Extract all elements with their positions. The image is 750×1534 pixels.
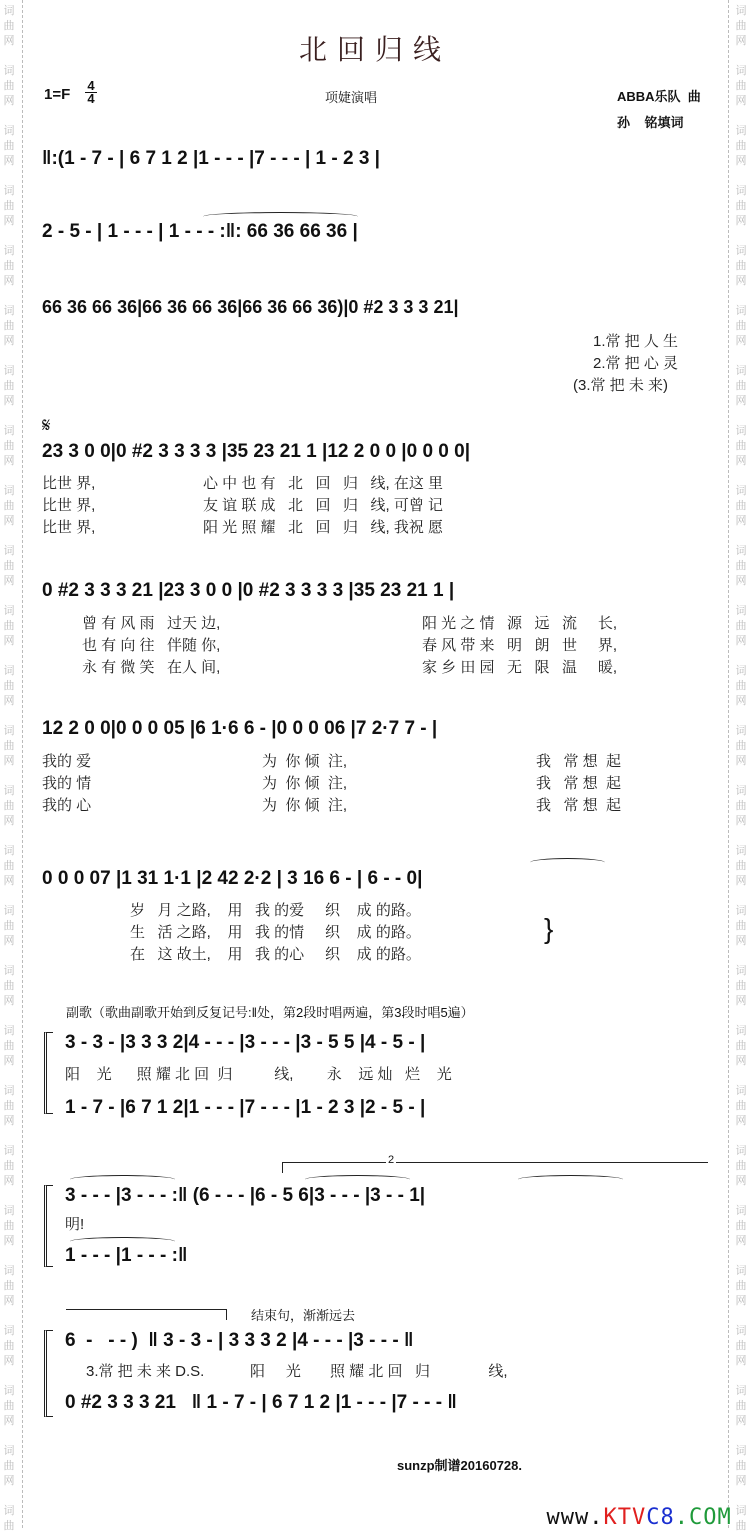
watermark-char: 曲 <box>3 860 15 872</box>
watermark-char: 网 <box>735 395 747 407</box>
lyric-row: 为 你 倾 注, <box>262 753 348 770</box>
watermark-char: 词 <box>3 605 15 617</box>
watermark-char: 网 <box>735 1355 747 1367</box>
watermark-char: 曲 <box>735 560 747 572</box>
watermark-char: 网 <box>735 1115 747 1127</box>
score-line-5: 0 #2 3 3 3 21 |23 3 0 0 |0 #2 3 3 3 3 |35 23 21 1 | <box>42 580 455 601</box>
watermark-char: 词 <box>735 485 747 497</box>
watermark-char: 词 <box>3 665 15 677</box>
watermark-char: 词 <box>735 785 747 797</box>
watermark-char: 网 <box>735 1235 747 1247</box>
watermark-char: 曲 <box>735 620 747 632</box>
watermark-char: 词 <box>3 485 15 497</box>
watermark-char: 曲 <box>3 320 15 332</box>
watermark-char: 曲 <box>735 800 747 812</box>
watermark-char: 曲 <box>3 80 15 92</box>
ending-instruction: 结束句，渐渐远去 <box>251 1308 356 1323</box>
chorus-lyric: 阳 光 照 耀 北 回 归 线, 永 远 灿 烂 光 <box>65 1066 452 1083</box>
watermark-char: 词 <box>3 905 15 917</box>
lyric-row: 我 常 想 起 <box>536 775 622 792</box>
watermark-char: 曲 <box>735 980 747 992</box>
time-bottom: 4 <box>85 92 97 105</box>
watermark-char: 网 <box>735 695 747 707</box>
watermark-char: 网 <box>3 575 15 587</box>
watermark-char: 词 <box>3 5 15 17</box>
watermark-char: 网 <box>735 935 747 947</box>
watermark-char: 曲 <box>735 1280 747 1292</box>
lyric-row: 岁 月 之路, 用 我 的爱 织 成 的路。 <box>130 902 421 919</box>
chorus2-lyric: 明! <box>65 1216 85 1233</box>
watermark-char: 词 <box>3 1205 15 1217</box>
chorus-upper: 3 - 3 - |3 3 3 2|4 - - - |3 - - - |3 - 5 5 |4 - 5 - | <box>65 1032 426 1053</box>
lyric-row: 我的 爱 <box>42 753 92 770</box>
tie-arc <box>305 1175 410 1184</box>
watermark-char: 曲 <box>735 1040 747 1052</box>
watermark-char: 网 <box>3 935 15 947</box>
tie-arc <box>518 1175 623 1184</box>
lyric-row: 为 你 倾 注, <box>262 797 348 814</box>
watermark-char: 曲 <box>735 1460 747 1472</box>
chorus-note: 副歌（歌曲副歌开始到反复记号:‖处，第2段时唱两遍，第3段时唱5遍） <box>66 1005 474 1020</box>
watermark-column-right <box>732 0 750 1532</box>
chorus2-lower: 1 - - - |1 - - - :‖ <box>65 1245 188 1266</box>
verse-intro-3: (3.常 把 未 来) <box>573 377 669 394</box>
watermark-char: 曲 <box>735 860 747 872</box>
watermark-char: 网 <box>3 155 15 167</box>
system-bracket <box>44 1032 53 1114</box>
lyric-row: 也 有 向 往 伴随 你, <box>82 637 221 654</box>
watermark-char: 网 <box>735 515 747 527</box>
watermark-column-left <box>0 0 20 1532</box>
watermark-char: 词 <box>735 1505 747 1517</box>
watermark-char: 曲 <box>3 260 15 272</box>
watermark-char: 曲 <box>735 1340 747 1352</box>
lyric-row: 春 风 带 来 明 朗 世 界, <box>422 637 618 654</box>
watermark-char: 曲 <box>735 1400 747 1412</box>
watermark-char: 网 <box>3 875 15 887</box>
watermark-char: 词 <box>735 545 747 557</box>
transcriber-credit: sunzp制谱20160728. <box>397 1458 523 1473</box>
watermark-char: 网 <box>3 275 15 287</box>
watermark-char: 网 <box>735 875 747 887</box>
watermark-char: 词 <box>735 605 747 617</box>
watermark-char: 曲 <box>3 1520 15 1532</box>
watermark-char: 网 <box>735 635 747 647</box>
site-logo[interactable] <box>518 1480 732 1530</box>
tie-arc <box>70 1175 175 1184</box>
watermark-char: 词 <box>3 1325 15 1337</box>
verse-intro-1: 1.常 把 人 生 <box>593 333 679 350</box>
watermark-char: 网 <box>735 155 747 167</box>
watermark-char: 网 <box>735 95 747 107</box>
watermark-char: 词 <box>735 185 747 197</box>
watermark-char: 词 <box>3 185 15 197</box>
watermark-char: 网 <box>735 1055 747 1067</box>
chorus2-upper: 3 - - - |3 - - - :‖ (6 - - - |6 - 5 6|3 - - - |3 - - 1| <box>65 1185 426 1206</box>
watermark-char: 网 <box>735 455 747 467</box>
watermark-char: 词 <box>3 1385 15 1397</box>
verse-intro-2: 2.常 把 心 灵 <box>593 355 679 372</box>
site-c8: C8 <box>646 1505 675 1530</box>
watermark-char: 网 <box>735 35 747 47</box>
watermark-char: 网 <box>3 635 15 647</box>
lyric-row: 比世 界, <box>42 497 96 514</box>
watermark-char: 曲 <box>735 380 747 392</box>
score-line-6: 12 2 0 0|0 0 0 05 |6 1·6 6 - |0 0 0 06 |7 2·7 7 - | <box>42 718 438 739</box>
watermark-char: 曲 <box>3 200 15 212</box>
lyric-row: 为 你 倾 注, <box>262 775 348 792</box>
watermark-char: 词 <box>3 785 15 797</box>
watermark-char: 词 <box>735 125 747 137</box>
watermark-char: 词 <box>3 1145 15 1157</box>
watermark-char: 词 <box>735 725 747 737</box>
watermark-char: 网 <box>3 35 15 47</box>
song-title: 北回归线 <box>298 33 451 66</box>
watermark-char: 网 <box>735 995 747 1007</box>
site-com: .COM <box>674 1505 732 1530</box>
lyric-row: 阳 光 之 情 源 远 流 长, <box>422 615 618 632</box>
ending-bracket <box>66 1309 227 1320</box>
lyric-row: 我的 心 <box>42 797 92 814</box>
watermark-char: 网 <box>735 755 747 767</box>
watermark-char: 网 <box>735 335 747 347</box>
watermark-char: 曲 <box>735 500 747 512</box>
watermark-char: 曲 <box>735 80 747 92</box>
watermark-char: 词 <box>735 1445 747 1457</box>
time-top: 4 <box>87 78 95 93</box>
lyric-row: 永 有 微 笑 在人 间, <box>82 659 221 676</box>
watermark-char: 词 <box>3 545 15 557</box>
tie-arc <box>203 212 358 221</box>
watermark-char: 网 <box>3 815 15 827</box>
watermark-char: 曲 <box>735 320 747 332</box>
watermark-char: 词 <box>735 65 747 77</box>
watermark-char: 曲 <box>735 740 747 752</box>
watermark-char: 词 <box>735 845 747 857</box>
lyric-row: 在 这 故土, 用 我 的心 织 成 的路。 <box>130 946 421 963</box>
time-signature <box>85 80 97 105</box>
watermark-char: 网 <box>735 215 747 227</box>
watermark-char: 网 <box>735 1475 747 1487</box>
watermark-char: 词 <box>3 965 15 977</box>
watermark-char: 曲 <box>3 980 15 992</box>
watermark-char: 曲 <box>3 20 15 32</box>
watermark-char: 网 <box>3 95 15 107</box>
watermark-char: 词 <box>3 65 15 77</box>
watermark-char: 词 <box>3 845 15 857</box>
watermark-char: 曲 <box>3 140 15 152</box>
lyric-row: 生 活 之路, 用 我 的情 织 成 的路。 <box>130 924 421 941</box>
score-line-4: 23 3 0 0|0 #2 3 3 3 3 |35 23 21 1 |12 2 0 0 |0 0 0 0| <box>42 441 471 462</box>
watermark-char: 词 <box>735 1145 747 1157</box>
watermark-char: 网 <box>3 1355 15 1367</box>
watermark-char: 词 <box>735 1085 747 1097</box>
watermark-char: 曲 <box>735 1160 747 1172</box>
watermark-char: 网 <box>3 215 15 227</box>
watermark-char: 词 <box>735 5 747 17</box>
composer: ABBA乐队 曲 <box>617 89 701 104</box>
watermark-char: 曲 <box>735 260 747 272</box>
system-bracket <box>44 1185 53 1267</box>
ending-upper: 6 - - - ) ‖ 3 - 3 - | 3 3 3 2 |4 - - - |3 - - - ‖ <box>65 1330 414 1351</box>
watermark-char: 曲 <box>3 1100 15 1112</box>
watermark-char: 曲 <box>3 560 15 572</box>
watermark-char: 网 <box>735 1295 747 1307</box>
watermark-char: 词 <box>735 1385 747 1397</box>
watermark-char: 曲 <box>735 140 747 152</box>
verse-brace: } <box>544 913 554 944</box>
volta-bracket <box>282 1162 708 1173</box>
watermark-char: 曲 <box>735 680 747 692</box>
ending-lyric-a: 3.常 把 未 来 D.S. <box>86 1363 205 1380</box>
lyric-row: 心 中 也 有 北 回 归 线, 在这 里 <box>203 475 444 492</box>
watermark-char: 词 <box>735 1025 747 1037</box>
watermark-char: 网 <box>3 695 15 707</box>
watermark-char: 词 <box>3 305 15 317</box>
watermark-char: 词 <box>735 1205 747 1217</box>
watermark-char: 曲 <box>735 20 747 32</box>
lyricist: 孙 铭填词 <box>617 115 684 130</box>
watermark-char: 曲 <box>3 1160 15 1172</box>
watermark-char: 网 <box>3 455 15 467</box>
watermark-char: 网 <box>3 1115 15 1127</box>
watermark-char: 词 <box>3 125 15 137</box>
watermark-char: 曲 <box>3 1400 15 1412</box>
watermark-char: 词 <box>3 1025 15 1037</box>
watermark-char: 词 <box>735 1265 747 1277</box>
watermark-char: 词 <box>3 1445 15 1457</box>
watermark-char: 词 <box>3 365 15 377</box>
watermark-char: 词 <box>735 665 747 677</box>
score-line-2: 2 - 5 - | 1 - - - | 1 - - - :‖: 66 36 66 36 | <box>42 221 358 242</box>
watermark-char: 词 <box>3 245 15 257</box>
watermark-char: 网 <box>3 1235 15 1247</box>
watermark-char: 曲 <box>3 1040 15 1052</box>
ending-lower: 0 #2 3 3 3 21 ‖ 1 - 7 - | 6 7 1 2 |1 - - - |7 - - - ‖ <box>65 1392 457 1413</box>
site-www: www. <box>546 1505 604 1530</box>
watermark-char: 词 <box>735 305 747 317</box>
lyric-row: 曾 有 风 雨 过天 边, <box>82 615 221 632</box>
watermark-char: 网 <box>735 575 747 587</box>
watermark-char: 网 <box>3 1475 15 1487</box>
lyric-row: 比世 界, <box>42 475 96 492</box>
watermark-char: 网 <box>735 1415 747 1427</box>
watermark-char: 词 <box>735 965 747 977</box>
watermark-char: 网 <box>735 275 747 287</box>
watermark-char: 网 <box>3 1295 15 1307</box>
watermark-char: 曲 <box>3 440 15 452</box>
watermark-char: 词 <box>735 1325 747 1337</box>
watermark-char: 曲 <box>3 920 15 932</box>
watermark-char: 词 <box>3 1505 15 1517</box>
watermark-char: 网 <box>3 1175 15 1187</box>
watermark-char: 网 <box>735 815 747 827</box>
watermark-char: 曲 <box>735 200 747 212</box>
watermark-char: 网 <box>3 335 15 347</box>
watermark-char: 曲 <box>735 1520 747 1532</box>
watermark-char: 曲 <box>3 800 15 812</box>
watermark-char: 网 <box>3 995 15 1007</box>
watermark-char: 曲 <box>735 1220 747 1232</box>
watermark-char: 网 <box>3 1055 15 1067</box>
watermark-char: 曲 <box>3 1340 15 1352</box>
watermark-char: 词 <box>735 245 747 257</box>
chorus-lower: 1 - 7 - |6 7 1 2|1 - - - |7 - - - |1 - 2 3 |2 - 5 - | <box>65 1097 426 1118</box>
watermark-char: 曲 <box>3 740 15 752</box>
watermark-char: 曲 <box>3 1220 15 1232</box>
score-line-7: 0 0 0 07 |1 31 1·1 |2 42 2·2 | 3 16 6 - | 6 - - 0| <box>42 868 423 889</box>
lyric-row: 我 常 想 起 <box>536 797 622 814</box>
lyric-row: 友 谊 联 成 北 回 归 线, 可曾 记 <box>203 497 444 514</box>
lyric-row: 阳 光 照 耀 北 回 归 线, 我祝 愿 <box>203 519 444 536</box>
watermark-char: 曲 <box>3 380 15 392</box>
watermark-char: 词 <box>3 1265 15 1277</box>
watermark-char: 曲 <box>3 680 15 692</box>
lyric-row: 比世 界, <box>42 519 96 536</box>
watermark-char: 曲 <box>3 500 15 512</box>
score-line-1: ‖:(1 - 7 - | 6 7 1 2 |1 - - - |7 - - - | 1 - 2 3 | <box>42 148 381 169</box>
watermark-char: 词 <box>3 1085 15 1097</box>
lyric-row: 我的 情 <box>42 775 92 792</box>
score-line-3: 66 36 66 36|66 36 66 36|66 36 66 36)|0 #2 3 3 3 21| <box>42 297 459 317</box>
watermark-char: 曲 <box>735 440 747 452</box>
key-signature: 1=F <box>44 86 71 103</box>
watermark-char: 网 <box>3 1415 15 1427</box>
watermark-char: 网 <box>3 395 15 407</box>
watermark-char: 词 <box>3 725 15 737</box>
watermark-char: 网 <box>3 515 15 527</box>
watermark-char: 曲 <box>3 620 15 632</box>
system-bracket <box>44 1330 53 1417</box>
watermark-char: 曲 <box>3 1460 15 1472</box>
watermark-char: 词 <box>735 365 747 377</box>
dashed-border-left <box>22 0 23 1528</box>
watermark-char: 网 <box>3 755 15 767</box>
watermark-char: 网 <box>735 1175 747 1187</box>
watermark-char: 曲 <box>3 1280 15 1292</box>
dashed-border-right <box>728 0 729 1528</box>
volta-label: 2 <box>388 1154 395 1166</box>
watermark-char: 词 <box>3 425 15 437</box>
tie-arc <box>530 858 605 867</box>
site-ktv: KTV <box>603 1505 647 1530</box>
watermark-char: 曲 <box>735 1100 747 1112</box>
lyric-row: 家 乡 田 园 无 限 温 暖, <box>422 659 618 676</box>
performer: 项婕演唱 <box>325 90 378 105</box>
watermark-char: 词 <box>735 425 747 437</box>
lyric-row: 我 常 想 起 <box>536 753 622 770</box>
watermark-char: 曲 <box>735 920 747 932</box>
ending-lyric-b: 阳 光 照 耀 北 回 归 线, <box>250 1363 508 1380</box>
segno-sign: 𝄋 <box>42 415 51 437</box>
watermark-char: 词 <box>735 905 747 917</box>
